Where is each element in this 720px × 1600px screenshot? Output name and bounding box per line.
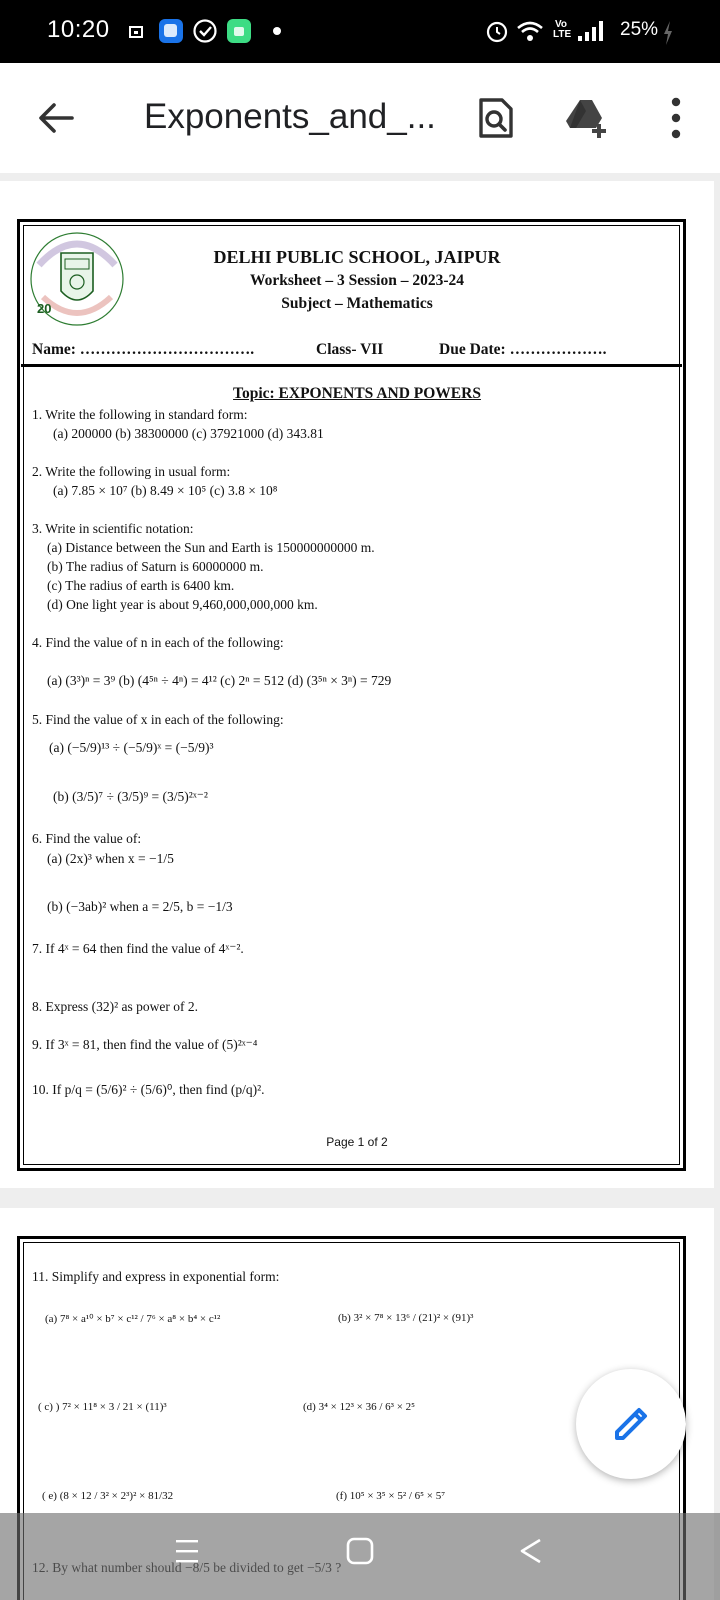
question-line: 9. If 3ˣ = 81, then find the value of (5)²ˣ⁻⁴ (32, 1037, 258, 1052)
status-bar (0, 0, 720, 63)
question-line: (a) 7⁸ × a¹⁰ × b⁷ × c¹² / 7⁶ × a⁸ × b⁴ × c¹² (45, 1313, 221, 1325)
navigation-bar (0, 1513, 720, 1600)
question-line: (d) 3⁴ × 12³ × 36 / 6³ × 2⁵ (303, 1401, 416, 1413)
question-line: (f) 10⁵ × 3⁵ × 5² / 6⁵ × 5⁷ (336, 1490, 446, 1502)
battery-charging-icon (662, 20, 674, 46)
app-notification-icon (158, 18, 184, 44)
question-line: (a) (2x)³ when x = −1/5 (47, 851, 174, 866)
recent-apps-icon[interactable] (174, 1537, 200, 1567)
question-line: 5. Find the value of x in each of the following: (32, 712, 284, 727)
question-line: 11. Simplify and express in exponential form: (32, 1269, 280, 1284)
due-date-label: Due Date: ………………. (439, 341, 607, 358)
question-line: 1. Write the following in standard form: (32, 407, 248, 422)
signal-icon (576, 18, 612, 44)
page-border (17, 219, 686, 1171)
add-to-drive-icon[interactable] (566, 96, 610, 140)
more-vert-icon[interactable] (654, 96, 698, 140)
arrow-back-icon[interactable] (34, 96, 78, 140)
question-line: 8. Express (32)² as power of 2. (32, 999, 199, 1014)
question-line: ( c) ) 7² × 11⁸ × 3 / 21 × (11)³ (38, 1401, 167, 1413)
question-line: (a) 200000 (b) 38300000 (c) 37921000 (d) 343.81 (53, 426, 324, 441)
document-title: Exponents_and_... (144, 97, 436, 136)
wifi-icon (516, 19, 544, 43)
question-line: (b) 3² × 7⁸ × 13⁶ / (21)² × (91)³ (338, 1312, 474, 1324)
page-number: Page 1 of 2 (326, 1135, 388, 1149)
name-field-label: Name: ……………………………. (32, 341, 255, 358)
question-line: 6. Find the value of: (32, 831, 142, 846)
question-line: (d) One light year is about 9,460,000,000,000 km. (47, 597, 318, 612)
status-time: 10:20 (47, 16, 110, 43)
question-line: 10. If p/q = (5/6)² ÷ (5/6)⁰, then find (p/q)². (32, 1082, 265, 1097)
pdf-page-1 (0, 181, 714, 1188)
topic-heading: Topic: EXPONENTS AND POWERS (233, 385, 481, 402)
app-bar (0, 63, 720, 173)
question-line: (a) Distance between the Sun and Earth is 150000000000 m. (47, 540, 375, 555)
question-line: 3. Write in scientific notation: (32, 521, 194, 536)
notification-icon (128, 23, 144, 39)
android-icon (226, 18, 252, 44)
search-document-icon[interactable] (474, 96, 518, 140)
dot-icon (272, 26, 282, 36)
question-line: (a) (−5/9)¹³ ÷ (−5/9)ˣ = (−5/9)³ (49, 740, 214, 755)
battery-percent: 25% (620, 19, 659, 40)
question-line: 4. Find the value of n in each of the following: (32, 635, 284, 650)
question-line: 7. If 4ˣ = 64 then find the value of 4ˣ⁻². (32, 941, 244, 956)
alarm-icon (484, 18, 510, 44)
worksheet-title: Worksheet – 3 Session – 2023-24 (250, 272, 464, 289)
question-line: (a) 7.85 × 10⁷ (b) 8.49 × 10⁵ (c) 3.8 × 10⁸ (53, 483, 278, 498)
header-divider (21, 364, 682, 367)
question-line: (b) (−3ab)² when a = 2/5, b = −1/3 (47, 899, 233, 914)
edit-fab-button[interactable] (576, 1369, 686, 1479)
svg-text:20: 20 (37, 301, 52, 316)
check-circle-icon (192, 18, 218, 44)
class-label: Class- VII (316, 341, 384, 358)
question-line: 2. Write the following in usual form: (32, 464, 231, 479)
back-icon[interactable] (518, 1537, 544, 1565)
question-line: (b) (3/5)⁷ ÷ (3/5)⁹ = (3/5)²ˣ⁻² (53, 789, 208, 804)
question-line: (a) (3³)ⁿ = 3⁹ (b) (4⁵ⁿ ÷ 4ⁿ) = 4¹² (c) 2ⁿ = 512 (d) (3⁵ⁿ × 3ⁿ) = 729 (47, 673, 392, 688)
question-line: (c) The radius of earth is 6400 km. (47, 578, 235, 593)
volte-label: Vo LTE (553, 19, 572, 40)
edit-pencil-icon (609, 1402, 653, 1446)
home-icon[interactable] (346, 1537, 374, 1565)
subject-title: Subject – Mathematics (281, 295, 433, 312)
school-name: DELHI PUBLIC SCHOOL, JAIPUR (213, 247, 501, 267)
question-line: (b) The radius of Saturn is 60000000 m. (47, 559, 264, 574)
question-line: ( e) (8 × 12 / 3² × 2³)² × 81/32 (42, 1490, 174, 1502)
